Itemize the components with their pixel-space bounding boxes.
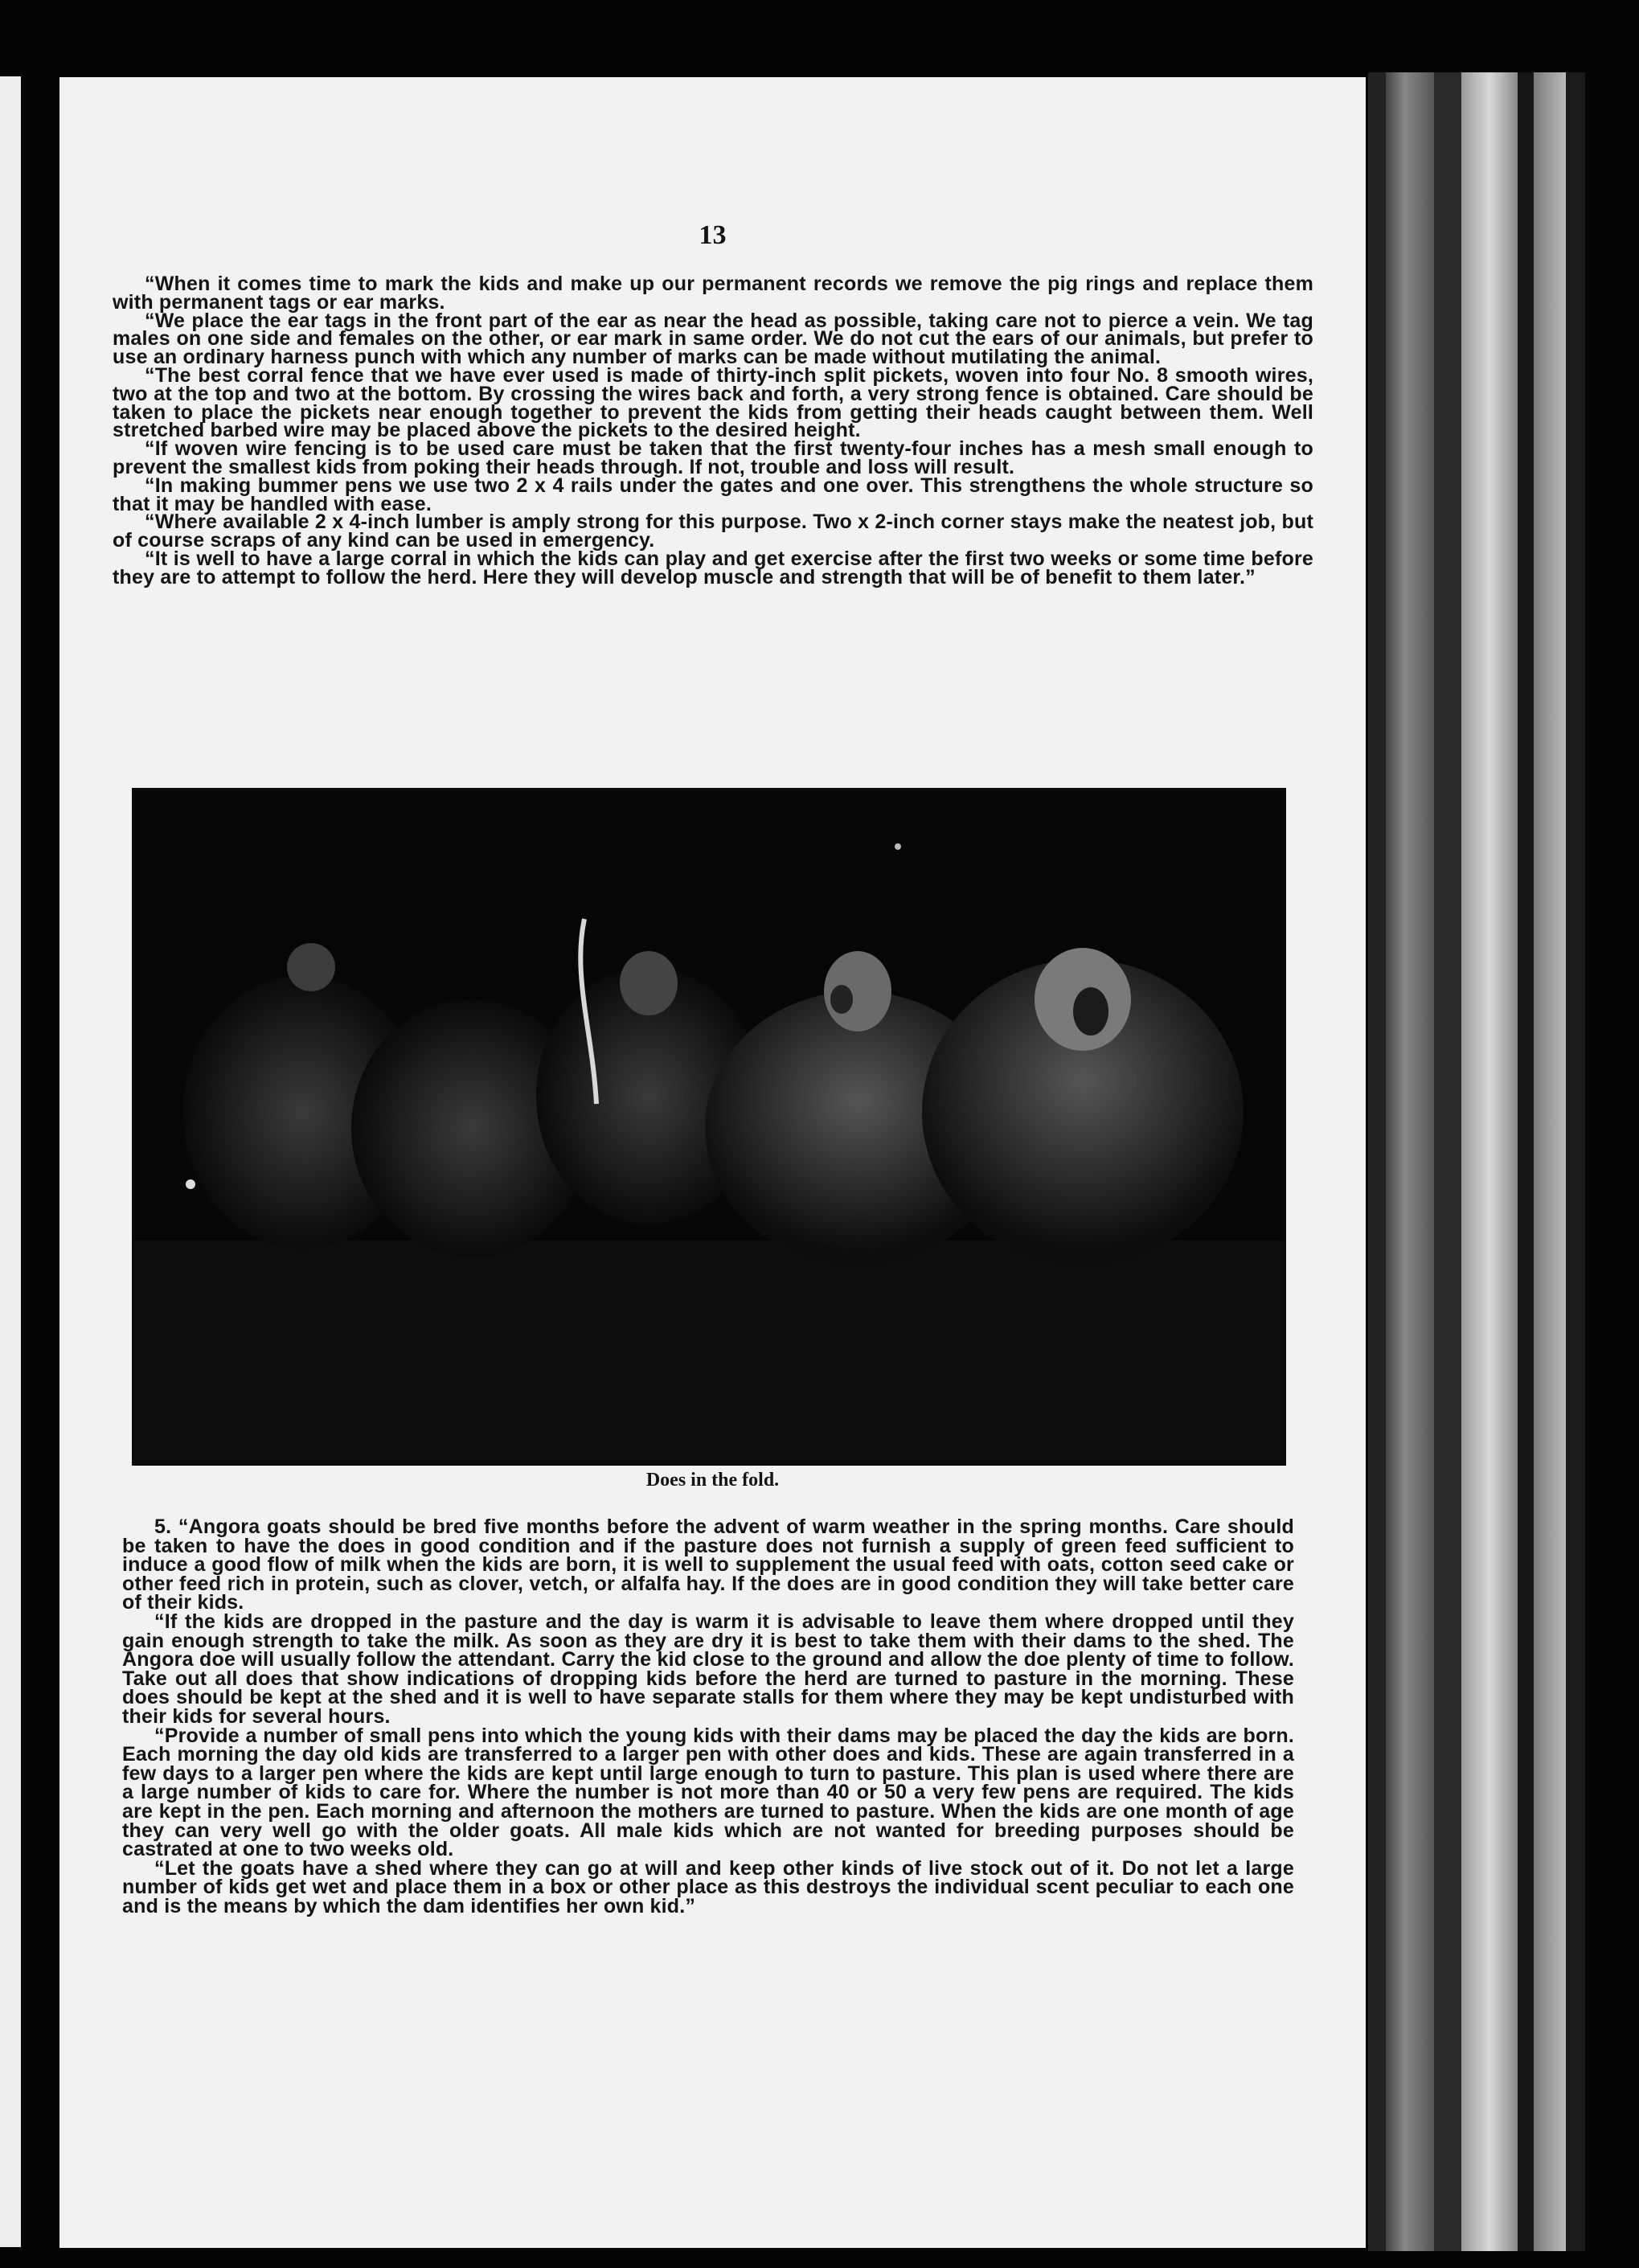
photo-caption: Does in the fold.: [645, 1470, 780, 1491]
bottom-text-block: [122, 1515, 1294, 1917]
page-number: 13: [699, 220, 727, 250]
paragraph-small-pens: “Provide a number of small pens into which the young kids with their dams may be placed the day the kids are born. Each morning the day old kids are transferred to a larger pen with other does and kids. These are again transferred in a few days to a larger pen where the kids are kept until large enough to turn to pasture. This plan is used where there are a large number of kids to care for. Where the number is not more than 40 or 50 a very few pens are required. The kids are kept in the pen. Each morning and afternoon the mothers are turned to pasture. When the kids are one month of age they can very well go with the older goats. All male kids which are not wanted for breeding purposes should be castrated at one to two weeks old.: [122, 1724, 1294, 1861]
paragraph-woven-wire: “If woven wire fencing is to be used care must be taken that the first twenty-four inches has a mesh small enough to prevent the smallest kids from poking their heads through. If not, trouble and loss will result.: [113, 437, 1313, 478]
paragraph-ear-tags: “We place the ear tags in the front part of the ear as near the head as possible, taking care not to pierce a vein. We tag males on one side and females on the other, or ear mark in same order. We do not cut the ears of our animals, but prefer to use an ordinary harness punch with which any number of marks can be made without mutilating the animal.: [113, 309, 1313, 369]
top-text-block: [113, 275, 1313, 587]
paragraph-lumber: “Where available 2 x 4-inch lumber is amply strong for this purpose. Two x 2-inch corner stays make the neatest job, but of course scraps of any kind can be used in emergency.: [113, 511, 1313, 552]
book-page: [59, 77, 1366, 2248]
paragraph-breeding: 5. “Angora goats should be bred five months before the advent of warm weather in the spring months. Care should be taken to have the does in good condition and if the pasture does not furnish a supply of green feed sufficient to induce a good flow of milk when the kids are born, it is well to supplement the usual feed with oats, cotton seed cake or other feed rich in protein, such as clover, vetch, or alfalfa hay. If the does are in good condition they will take better care of their kids.: [122, 1515, 1294, 1614]
paragraph-large-corral: “It is well to have a large corral in which the kids can play and get exercise after the first two weeks or some time before they are to attempt to follow the herd. Here they will develop muscle and strength that will be of benefit to them later.”: [113, 547, 1313, 589]
paragraph-corral-fence: “The best corral fence that we have ever used is made of thirty-inch split pickets, woven into four No. 8 smooth wires, two at the top and two at the bottom. By crossing the wires back and forth, a very strong fence is obtained. Care should be taken to place the pickets near enough together to prevent the kids from getting their heads caught between them. Well stretched barbed wire may be placed above the pickets to the desired height.: [113, 363, 1313, 442]
paragraph-shed: “Let the goats have a shed where they can go at will and keep other kinds of live stock out of it. Do not let a large number of kids get wet and place them in a box or other place as this destroys the individual scent peculiar to each one and is the means by which the dam identifies her own kid.”: [122, 1856, 1294, 1917]
paragraph-ear-marks: “When it comes time to mark the kids and make up our permanent records we remove the pig rings and replace them with permanent tags or ear marks.: [113, 273, 1313, 314]
facing-page-edge: [0, 76, 21, 2247]
goats-photo-image: [134, 790, 1284, 1463]
paragraph-kids-dropped: “If the kids are dropped in the pasture and the day is warm it is advisable to leave them where dropped until they gain enough strength to take the milk. As soon as they are dry it is best to take them with their dams to the shed. The Angora doe will usually follow the attendant. Carry the kid close to the ground and allow the doe plenty of time to follow. Take out all does that show indications of dropping kids before the herd are turned to pasture in the morning. These does should be kept at the shed and it is well to have separate stalls for them where they may be kept undisturbed with their kids for several hours.: [122, 1610, 1294, 1728]
book-page-edges: [1368, 72, 1585, 2251]
goats-photograph: [132, 788, 1286, 1466]
paragraph-bummer-pens: “In making bummer pens we use two 2 x 4 rails under the gates and one over. This strengthens the whole structure so that it may be handled with ease.: [113, 474, 1313, 515]
